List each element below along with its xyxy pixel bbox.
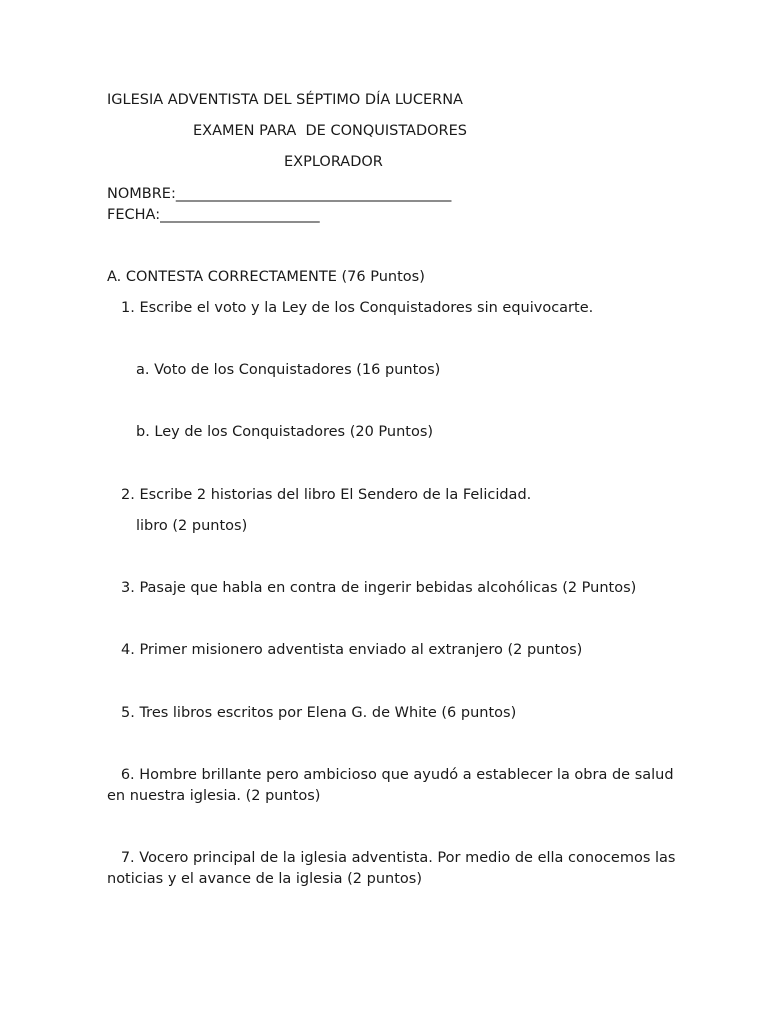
question-2: 2. Escribe 2 historias del libro El Sendero de la Felicidad. xyxy=(121,487,532,503)
question-7: 7. Vocero principal de la iglesia adventista. Por medio de ella conocemos las noticias y el avance de la iglesia (2 puntos) xyxy=(107,850,681,887)
section-a-heading: A. CONTESTA CORRECTAMENTE (76 Puntos) xyxy=(107,269,425,285)
question-1b: b. Ley de los Conquistadores (20 Puntos) xyxy=(136,424,434,440)
question-1a: a. Voto de los Conquistadores (16 puntos) xyxy=(136,362,441,378)
exam-title: EXAMEN PARA DE CONQUISTADORES xyxy=(193,123,467,139)
question-2-note: libro (2 puntos) xyxy=(136,518,248,534)
exam-level: EXPLORADOR xyxy=(284,154,383,170)
name-field: NOMBRE:______________________________________ xyxy=(107,186,452,202)
date-field: FECHA:______________________ xyxy=(107,207,320,223)
question-3: 3. Pasaje que habla en contra de ingerir bebidas alcohólicas (2 Puntos) xyxy=(121,580,637,596)
question-6: 6. Hombre brillante pero ambicioso que ayudó a establecer la obra de salud en nuestra iglesia. (2 puntos) xyxy=(107,767,679,804)
church-name: IGLESIA ADVENTISTA DEL SÉPTIMO DÍA LUCERNA xyxy=(107,92,463,108)
question-4: 4. Primer misionero adventista enviado al extranjero (2 puntos) xyxy=(121,642,583,658)
question-5: 5. Tres libros escritos por Elena G. de White (6 puntos) xyxy=(121,705,517,721)
question-1: 1. Escribe el voto y la Ley de los Conquistadores sin equivocarte. xyxy=(121,300,594,316)
